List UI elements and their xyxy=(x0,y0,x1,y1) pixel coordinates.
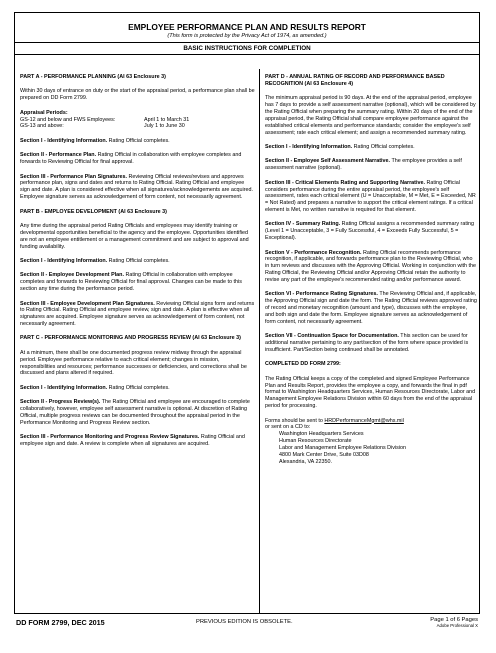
part-a-intro: Within 30 days of entrance on duty or the start of the appraisal period, a performance plan shall be prepared on DD Form 2799. xyxy=(20,88,255,102)
page-info xyxy=(430,617,478,629)
part-a-section-3 xyxy=(20,174,255,201)
part-c-heading: PART C - PERFORMANCE MONITORING AND PROGRESS REVIEW (AI 63 Enclosure 3) xyxy=(20,335,241,342)
section-heading: Section VI - Performance Rating Signatures. xyxy=(265,291,378,298)
section-text: Rating Official completes. xyxy=(107,257,170,264)
section-heading: Section I - Identifying Information. xyxy=(265,143,353,150)
part-c-intro: At a minimum, there shall be one documented progress review midway through the appraisal period. Employee performance relative to each critical element; changes in mission, responsibilities and resources; performance successes or deficiencies, and corrections shall be discussed and plans altered if required. xyxy=(20,349,247,377)
form-id: DD FORM 2799, DEC 2015 xyxy=(16,618,105,627)
cd-text: or sent on a CD to: xyxy=(265,424,311,431)
part-d-heading: PART D - ANNUAL RATING OF RECORD AND PERFORMANCE BASED RECOGNITION (AI 63 Enclosure 4) xyxy=(265,74,445,87)
instructions-columns xyxy=(15,69,479,613)
section-text: The Reviewing Official and, if applicable, the Approving Official sign and date the form. The Rating Official reviews approved rating of record and monetary recognition (amount and type), discusses with the employee, and both sign and date the form. Employee signature serves as acknowledgement of form content, not necessarily agreement. xyxy=(265,291,477,325)
form-footer xyxy=(14,616,480,634)
section-heading: Section III - Performance Monitoring and Progress Review Signatures. xyxy=(20,434,200,441)
address-line: Human Resources Directorate xyxy=(279,438,352,445)
completed-form-heading: COMPLETED DD FORM 2799: xyxy=(265,361,341,368)
submission-info xyxy=(265,418,477,466)
address-line: Alexandria, VA 22350. xyxy=(279,458,332,465)
section-text: This section can be used for additional narrative pertaining to any part/section of the form where space provided is insufficient. Part/Section being continued shall be annotated. xyxy=(265,333,469,353)
appraisal-row-gs12 xyxy=(20,117,255,124)
email-link[interactable]: HRDPerformanceMgmt@whs.mil xyxy=(324,417,404,424)
part-b-heading: PART B - EMPLOYEE DEVELOPMENT (AI 63 Enclosure 3) xyxy=(20,208,167,215)
address-line: 4800 Mark Center Drive, Suite 03D08 xyxy=(279,451,369,458)
part-c-section-3 xyxy=(20,434,255,448)
privacy-act-note: (This form is protected by the Privacy Act of 1974, as amended.) xyxy=(15,32,479,43)
part-d-section-1 xyxy=(265,144,477,151)
appraisal-row-value: April 1 to March 31 xyxy=(144,116,190,123)
section-heading: Section I - Identifying Information. xyxy=(20,137,108,144)
obsolete-note: PREVIOUS EDITION IS OBSOLETE. xyxy=(196,619,293,625)
section-text: The Rating Official and employee are encouraged to complete collaboratively, however, employee self assessment narrative is optional. At discretion of Rating Official, multiple progress reviews can be documented throughout the appraisal period in the Performance Monitoring and Progress Review section. xyxy=(20,399,250,426)
form-title: EMPLOYEE PERFORMANCE PLAN AND RESULTS REPORT xyxy=(128,22,366,32)
address-line: Washington Headquarters Services xyxy=(279,431,364,438)
appraisal-row-label: GS-13 and above: xyxy=(20,123,64,130)
section-text: Reviewing Official signs form and returns to Rating Official. Rating Official and employee review, sign and date. A plan is effective when all signatures are acquired. Employee signature serves as acknowledgement of form content, not necessarily agreement. xyxy=(20,300,255,328)
basic-instructions-heading: BASIC INSTRUCTIONS FOR COMPLETION xyxy=(15,43,479,55)
adobe-version: Adobe Professional X xyxy=(436,623,478,628)
section-text: Rating Official in collaboration with employee completes and forwards to Reviewing Official for final approval. xyxy=(20,152,242,166)
part-b-section-3 xyxy=(20,301,255,328)
section-heading: Section III - Performance Plan Signatures. xyxy=(20,173,127,180)
section-heading: Section II - Employee Self Assessment Narrative. xyxy=(265,158,391,165)
section-text: Rating Official considers performance during the entire appraisal period, the employee's self assessment, rates each critical element (U = Unacceptable, M = Met, E = Exceeded, NR = Not Rated) and prepares a narrative to support the critical element ratings. If a critical element is Met, no written narrative is required for that element. xyxy=(265,179,476,214)
appraisal-periods xyxy=(20,110,255,131)
section-heading: Section II - Employee Development Plan. xyxy=(20,272,124,279)
section-text: Reviewing Official reviews/revises and approves performance plan, signs and dates and returns to Rating Official. Rating Official and employee sign and date. A plan is considered effective when all signatures/acknowledgements are acquired. Employee signature serves as acknowledgement of form content, not necessarily agreement. xyxy=(20,173,254,201)
part-d-intro: The minimum appraisal period is 90 days. At the end of the appraisal period, employee has 7 days to provide a self assessment narrative (optional), which will be considered by the Rating Official when preparing the summary rating. Within 20 days of the end of the appraisal period, the Rating Official shall compare employee performance against the established critical elements and performance standards; consider the employee's self assessment; rate each critical element; and assign a recommended summary rating. xyxy=(265,95,476,136)
section-heading: Section II - Progress Review(s). xyxy=(20,399,101,406)
mailing-address xyxy=(265,431,477,465)
sent-to-text: Forms should be sent to xyxy=(265,417,325,424)
part-b-section-2 xyxy=(20,272,255,293)
section-heading: Section I - Identifying Information. xyxy=(20,257,108,264)
part-a-section-2 xyxy=(20,152,255,166)
appraisal-row-gs13 xyxy=(20,123,255,130)
part-d-section-4 xyxy=(265,221,477,242)
appraisal-row-label: GS-12 and below and FWS Employees: xyxy=(20,116,116,123)
address-line: Labor and Management Employee Relations Division xyxy=(279,444,407,451)
section-heading: Section VII - Continuation Space for Documentation. xyxy=(265,333,399,340)
section-text: Rating Official assigns a recommended summary rating (Level 1 = Unacceptable, 3 = Fully Successful, 4 = Exceeds Fully Successful, 5 = Exceptional). xyxy=(265,221,475,242)
part-a-section-1 xyxy=(20,138,255,145)
left-column xyxy=(15,69,260,613)
part-b-section-1 xyxy=(20,258,255,265)
section-text: Rating Official in collaboration with employee completes and forwards to Reviewing Official for final approval. Changes can be made to this section any time during the performance period. xyxy=(20,272,242,293)
section-heading: Section III - Employee Development Plan Signatures. xyxy=(20,300,155,307)
part-b-intro: Any time during the appraisal period Rating Officials and employees may identify training or developmental opportunities beneficial to the agency and the employee. Opportunities identified are not an employee entitlement or a management commitment and are subject to approval and funding availability. xyxy=(20,222,249,250)
appraisal-periods-heading: Appraisal Periods: xyxy=(20,109,68,116)
part-c-section-1 xyxy=(20,385,255,392)
section-heading: Section IV - Summary Rating. xyxy=(265,221,341,228)
appraisal-row-value: July 1 to June 30 xyxy=(144,123,185,130)
section-heading: Section V - Performance Recognition. xyxy=(265,249,362,256)
section-heading: Section III - Critical Elements Rating and Supporting Narrative. xyxy=(265,179,425,186)
form-frame xyxy=(14,12,480,614)
right-column xyxy=(260,69,481,613)
part-d-section-2 xyxy=(265,158,477,172)
section-heading: Section I - Identifying Information. xyxy=(20,384,108,391)
section-text: Rating Official completes. xyxy=(352,143,415,150)
part-d-section-7 xyxy=(265,333,477,354)
section-text: Rating Official completes. xyxy=(107,137,170,144)
section-text: Rating Official recommends performance recognition, if applicable, and forwards performance plan to the Reviewing Official, who in turn reviews and discusses with the Approving Official. Working in conjunction with the Rating Official, the Reviewing Official and/or Approving Official retain the authority to revise any part of the employee's recommended rating and/or performance award. xyxy=(265,249,477,283)
section-text: Rating Official completes. xyxy=(107,384,170,391)
part-a-heading: PART A - PERFORMANCE PLANNING (AI 63 Enclosure 3) xyxy=(20,74,166,80)
section-text: The employee provides a self assessment narrative (optional). xyxy=(265,158,462,172)
part-d-section-3 xyxy=(265,180,477,214)
part-d-section-6 xyxy=(265,291,477,325)
completed-form-text: The Rating Official keeps a copy of the completed and signed Employee Performance Plan and Results Report, provides the employee a copy, and forwards the final in pdf format to Washington Headquarters Services, Human Resources Directorate, Labor and Management Employee Relations Division within 60 days from the end of the appraisal period for processing. xyxy=(265,375,476,410)
part-c-section-2 xyxy=(20,399,255,426)
section-heading: Section II - Performance Plan. xyxy=(20,152,97,159)
page-count: Page 1 of 6 Pages xyxy=(430,617,478,623)
section-text: Rating Official and employee sign and date. A review is complete when all signatures are acquired. xyxy=(20,434,245,448)
part-d-section-5 xyxy=(265,250,477,284)
